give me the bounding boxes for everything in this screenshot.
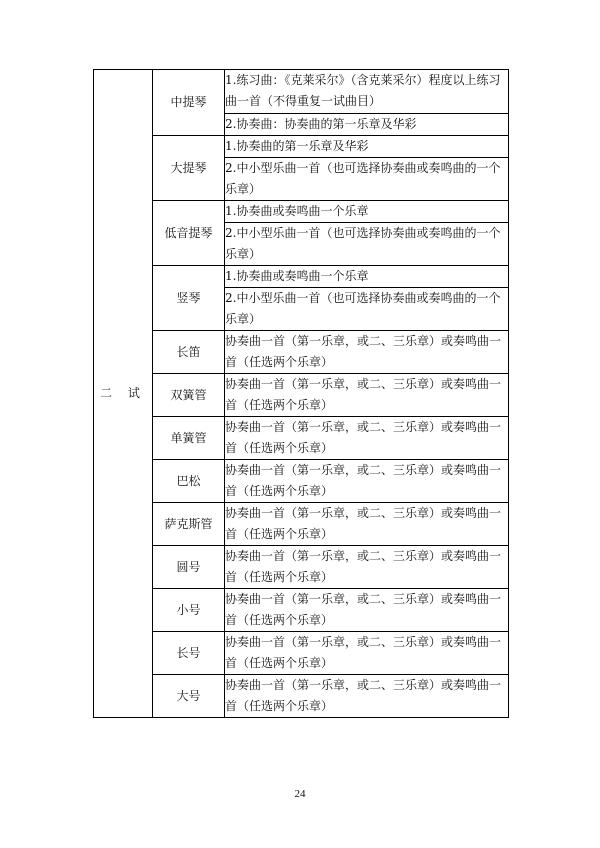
instrument-name: 大提琴: [153, 136, 225, 201]
requirement-text: 2.中小型乐曲一首（也可选择协奏曲或奏鸣曲的一个乐章）: [225, 158, 509, 201]
table-row: [94, 266, 509, 288]
exam-requirements-table: [93, 69, 509, 718]
requirement-text: 协奏曲一首（第一乐章，或二、三乐章）或奏鸣曲一首（任选两个乐章）: [225, 546, 509, 589]
table-row: [94, 331, 509, 374]
requirement-text: 1.协奏曲或奏鸣曲一个乐章: [225, 266, 509, 288]
requirement-text: 协奏曲一首（第一乐章，或二、三乐章）或奏鸣曲一首（任选两个乐章）: [225, 331, 509, 374]
requirement-text: 协奏曲一首（第一乐章，或二、三乐章）或奏鸣曲一首（任选两个乐章）: [225, 632, 509, 675]
instrument-name: 圆号: [153, 546, 225, 589]
requirement-text: 2.协奏曲：协奏曲的第一乐章及华彩: [225, 114, 509, 136]
instrument-name: 长笛: [153, 331, 225, 374]
requirement-text: 2.中小型乐曲一首（也可选择协奏曲或奏鸣曲的一个乐章）: [225, 223, 509, 266]
instrument-name: 低音提琴: [153, 201, 225, 266]
requirement-text: 1.练习曲：《克莱采尔》（含克莱采尔）程度以上练习曲一首（不得重复一试曲目）: [225, 70, 509, 114]
table-row: [94, 70, 509, 114]
instrument-name: 单簧管: [153, 417, 225, 460]
table-row: [94, 589, 509, 632]
table-row: [94, 460, 509, 503]
table-row: [94, 632, 509, 675]
page-number: 24: [294, 788, 306, 800]
requirement-text: 协奏曲一首（第一乐章，或二、三乐章）或奏鸣曲一首（任选两个乐章）: [225, 503, 509, 546]
table-row: [94, 503, 509, 546]
requirement-text: 协奏曲一首（第一乐章，或二、三乐章）或奏鸣曲一首（任选两个乐章）: [225, 589, 509, 632]
instrument-name: 双簧管: [153, 374, 225, 417]
instrument-name: 竖琴: [153, 266, 225, 331]
requirement-text: 1.协奏曲或奏鸣曲一个乐章: [225, 201, 509, 223]
instrument-name: 大号: [153, 675, 225, 718]
requirement-text: 协奏曲一首（第一乐章，或二、三乐章）或奏鸣曲一首（任选两个乐章）: [225, 417, 509, 460]
round-label: 二 试: [94, 70, 153, 718]
instrument-name: 长号: [153, 632, 225, 675]
instrument-name: 小号: [153, 589, 225, 632]
table-row: [94, 201, 509, 223]
table-row: [94, 136, 509, 158]
table-row: [94, 675, 509, 718]
exam-requirements-table-container: [93, 69, 509, 713]
table-body: [94, 70, 509, 718]
instrument-name: 中提琴: [153, 70, 225, 136]
instrument-name: 巴松: [153, 460, 225, 503]
table-row: [94, 546, 509, 589]
requirement-text: 协奏曲一首（第一乐章，或二、三乐章）或奏鸣曲一首（任选两个乐章）: [225, 675, 509, 718]
instrument-name: 萨克斯管: [153, 503, 225, 546]
table-row: [94, 374, 509, 417]
requirement-text: 2.中小型乐曲一首（也可选择协奏曲或奏鸣曲的一个乐章）: [225, 288, 509, 331]
requirement-text: 协奏曲一首（第一乐章，或二、三乐章）或奏鸣曲一首（任选两个乐章）: [225, 374, 509, 417]
requirement-text: 1.协奏曲的第一乐章及华彩: [225, 136, 509, 158]
requirement-text: 协奏曲一首（第一乐章，或二、三乐章）或奏鸣曲一首（任选两个乐章）: [225, 460, 509, 503]
table-row: [94, 417, 509, 460]
